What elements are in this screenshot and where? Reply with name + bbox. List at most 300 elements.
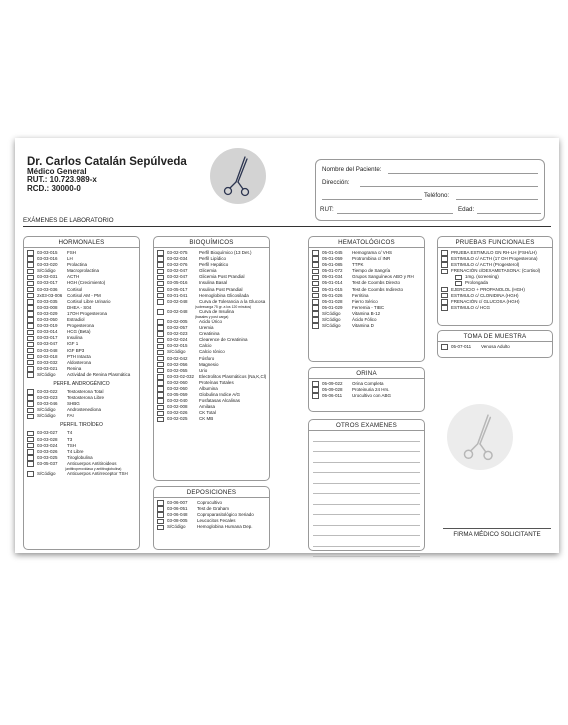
exam-code: 03-02-075 — [167, 250, 188, 255]
exam-checkbox[interactable] — [27, 449, 34, 455]
exam-label: Perfil Hepático — [199, 262, 229, 268]
exam-label: Fosfatasas Alcalinas — [199, 398, 241, 404]
exam-code: 03-02-040 — [167, 398, 188, 404]
phone-label: Teléfono: — [424, 192, 450, 199]
exam-label: Insulina Post Prandial — [199, 286, 243, 292]
exam-label: Protrombina c/ INR — [352, 256, 391, 262]
exam-label: FRENACIÓN c/ GLUCOSA (HGH) — [451, 298, 520, 304]
section-divider — [23, 226, 551, 227]
panel-title: BIOQUÍMICOS — [154, 237, 269, 248]
panel-toma-muestra — [437, 330, 553, 358]
exam-checkbox[interactable] — [27, 281, 34, 287]
exam-code: 05-01-072 — [322, 268, 343, 274]
exam-label: Perfil Lipídico — [199, 256, 227, 262]
exam-label: Perfil Bioquímico (13 Det.) — [199, 250, 252, 255]
exam-label: Urocultivo con ABG — [352, 393, 392, 399]
exam-checkbox[interactable] — [157, 309, 164, 315]
exam-code: 03-02-015 — [167, 343, 188, 349]
exam-code: 03-02-034 — [167, 256, 188, 262]
exam-checkbox[interactable] — [157, 287, 164, 293]
exam-label: Curva de Insulina — [199, 308, 235, 314]
exam-code: 03-02-048 — [167, 298, 188, 304]
exam-checkbox[interactable] — [441, 269, 448, 275]
exam-code: 03-02-026 — [167, 410, 188, 416]
panel-pruebas-funcionales — [437, 236, 553, 326]
exam-checkbox[interactable] — [157, 362, 164, 368]
exam-checkbox[interactable] — [27, 395, 34, 401]
exam-code: 05-01-014 — [322, 280, 343, 286]
exam-code: 03-03-025 — [37, 454, 58, 460]
exam-code: 03-02-025 — [167, 416, 188, 422]
exam-checkbox[interactable] — [27, 461, 34, 467]
notes-line[interactable] — [313, 547, 420, 558]
exam-item — [312, 393, 424, 399]
exam-label: Macroprolactina — [67, 268, 100, 274]
exam-checkbox[interactable] — [157, 299, 164, 305]
exam-code: 03-03-024 — [37, 442, 58, 448]
exam-label: Actividad de Renina Plasmática — [67, 371, 131, 377]
exam-label: Venosa Adulto — [481, 344, 510, 349]
exam-checkbox[interactable] — [157, 525, 164, 531]
exam-label: DHEA - S04 — [67, 304, 92, 310]
exam-label: ESTIMULO c/ CLONIDINA (HGH) — [451, 292, 519, 298]
exam-label: Amilasa — [199, 404, 216, 410]
exam-checkbox[interactable] — [27, 293, 34, 299]
exam-checkbox[interactable] — [441, 287, 448, 293]
exam-code: 03-02-047 — [167, 274, 188, 280]
exam-label: Hemograma c/ VHS — [352, 250, 393, 255]
exam-checkbox[interactable] — [27, 311, 34, 317]
exam-checkbox[interactable] — [27, 431, 34, 437]
subsection-title: PERFIL ANDROGÉNICO — [53, 380, 110, 387]
exam-label: Renina — [67, 365, 82, 371]
exam-label: Electrolitos Plasmáticos (Na,K,Cl) — [199, 373, 267, 379]
exam-label: Proteínas Totales — [199, 379, 234, 385]
exam-code: 03-03-014 — [37, 329, 58, 335]
exam-checkbox[interactable] — [441, 256, 448, 262]
exam-label: Orina Completa — [352, 381, 384, 386]
exam-label: Anticuerpos Antitiroideos — [67, 460, 117, 466]
address-field-line2[interactable] — [322, 199, 422, 200]
signature-line[interactable] — [443, 528, 551, 529]
exam-label: 1mg. (screening) — [465, 274, 499, 280]
exam-code: 03-02-048 — [167, 308, 188, 314]
exam-code: 03-03-017 — [37, 335, 58, 341]
exam-label: Globulina Indice A/G — [199, 392, 241, 398]
exam-checkbox[interactable] — [27, 348, 34, 354]
watermark-logo — [447, 404, 513, 470]
exam-item — [27, 471, 139, 477]
exam-checkbox[interactable] — [27, 437, 34, 443]
exam-checkbox[interactable] — [157, 250, 164, 256]
exam-code: 03-03-026 — [37, 448, 58, 454]
exam-code: 03-03-048 — [37, 347, 58, 353]
panel-deposiciones — [153, 486, 270, 550]
exam-code: 03-03-031 — [37, 274, 58, 280]
exam-label: Aldosterona — [67, 359, 92, 365]
exam-checkbox[interactable] — [27, 414, 34, 420]
exam-note: (sobrecarga 75 gr. a los 120 minutos) — [195, 304, 252, 309]
exam-checkbox[interactable] — [27, 342, 34, 348]
exam-label: LH — [67, 256, 73, 262]
exam-label: Uremia — [199, 325, 214, 331]
notes-line[interactable] — [313, 473, 420, 484]
exam-checkbox[interactable] — [441, 344, 448, 350]
patient-info-box — [315, 159, 545, 221]
exam-label: TSH — [67, 442, 76, 448]
panel-title: DEPOSICIONES — [154, 487, 269, 498]
exam-code: 03-03-016 — [37, 256, 58, 262]
exam-checkbox[interactable] — [157, 256, 164, 262]
exam-code: S/Código — [37, 371, 56, 377]
panel-title: OTROS EXAMENES — [309, 420, 424, 431]
exam-label: Leucocitos Fecales — [197, 518, 236, 524]
exam-label: Magnesio — [199, 361, 219, 367]
exam-code: 03-02-060 — [167, 379, 188, 385]
exam-checkbox[interactable] — [27, 330, 34, 336]
exam-label: Cortisol Libre Urinario — [67, 298, 111, 304]
exam-label: Fósforo — [199, 355, 215, 361]
exam-checkbox[interactable] — [27, 372, 34, 378]
exam-code: 05-06-011 — [322, 393, 343, 399]
panel-hormonales — [23, 236, 140, 550]
exam-checkbox[interactable] — [27, 269, 34, 275]
exam-label: ESTIMULO c/ ACTH (17 OH Progesterona) — [451, 256, 538, 262]
exam-code: 03-03-036 — [37, 286, 58, 292]
exam-checkbox[interactable] — [27, 389, 34, 395]
exam-checkbox[interactable] — [312, 323, 319, 329]
exam-checkbox[interactable] — [157, 269, 164, 275]
section-title: EXÁMENES DE LABORATORIO — [23, 217, 114, 224]
exam-code: S/Código — [322, 323, 341, 329]
exam-label: T3 — [67, 436, 73, 442]
address-field[interactable] — [360, 186, 538, 187]
exam-code: 03-03-015 — [37, 250, 58, 255]
exam-label: IGF 1 — [67, 341, 79, 347]
notes-line[interactable] — [313, 442, 420, 453]
exam-code: 03-02-076 — [167, 262, 188, 268]
exam-code: 03-08-005 — [167, 518, 188, 524]
exam-checkbox[interactable] — [27, 275, 34, 281]
notes-line[interactable] — [313, 452, 420, 463]
exam-checkbox[interactable] — [27, 366, 34, 372]
exam-checkbox[interactable] — [157, 356, 164, 362]
exam-code: 05-01-059 — [322, 256, 343, 262]
exam-code: S/Código — [37, 268, 56, 274]
exam-checkbox[interactable] — [455, 275, 462, 281]
exam-label: Glicemia Post Prandial — [199, 274, 245, 280]
doctor-title: Médico General — [27, 167, 87, 177]
panel-title: ORINA — [309, 368, 424, 379]
exam-label: Prolongada — [465, 280, 489, 286]
exam-code: 03-03-027 — [37, 430, 58, 436]
exam-code: 03-03-021 — [37, 365, 58, 371]
exam-checkbox[interactable] — [27, 287, 34, 293]
exam-label: Insulina Basal — [199, 280, 228, 286]
exam-item — [27, 413, 139, 419]
exam-checkbox[interactable] — [157, 519, 164, 525]
exam-label: Test de Graham — [197, 506, 230, 512]
exam-label: EJERCICIO + PROPANOLOL (HGH) — [451, 286, 525, 292]
exam-code: 05-09-022 — [322, 381, 343, 386]
exam-checkbox[interactable] — [441, 305, 448, 311]
exam-label: Ferremia - TIBC — [352, 304, 385, 310]
exam-label: Vitamina B-12 — [352, 310, 381, 316]
exam-label: Creatinina — [199, 331, 220, 337]
exam-label: Cortisol — [67, 286, 83, 292]
exam-checkbox[interactable] — [157, 386, 164, 392]
exam-code: 03-03-050 — [37, 317, 58, 323]
exam-checkbox[interactable] — [312, 381, 319, 387]
notes-line[interactable] — [313, 494, 420, 505]
exam-code: 05-01-085 — [322, 262, 343, 268]
exam-checkbox[interactable] — [157, 506, 164, 512]
exam-checkbox[interactable] — [157, 398, 164, 404]
exam-label: IGF BP3 — [67, 347, 85, 353]
exam-label: Tiroglobulina — [67, 454, 93, 460]
exam-code: S/Código — [322, 317, 341, 323]
panel-title: HEMATOLÓGICOS — [309, 237, 424, 248]
exam-checkbox[interactable] — [157, 281, 164, 287]
exam-code: 03-05-017 — [167, 286, 188, 292]
exam-checkbox[interactable] — [312, 250, 319, 256]
exam-label: Insulina — [67, 335, 83, 341]
exam-checkbox[interactable] — [312, 393, 319, 399]
exam-checkbox[interactable] — [312, 287, 319, 293]
exam-label: TTPK — [352, 262, 364, 268]
exam-label: Acido Úrico — [199, 318, 223, 324]
exam-code: 05-01-015 — [322, 286, 343, 292]
exam-checkbox[interactable] — [157, 344, 164, 350]
exam-checkbox[interactable] — [157, 350, 164, 356]
notes-line[interactable] — [313, 505, 420, 516]
exam-code: 05-01-026 — [322, 292, 343, 298]
exam-code: 03-03-018 — [37, 353, 58, 359]
exam-checkbox[interactable] — [312, 293, 319, 299]
exam-checkbox[interactable] — [157, 275, 164, 281]
exam-checkbox[interactable] — [312, 275, 319, 281]
exam-label: ESTIMULO c/ ACTH (Progesterol) — [451, 262, 520, 268]
exam-checkbox[interactable] — [27, 256, 34, 262]
patient-name-label: Nombre del Paciente: — [322, 166, 382, 173]
exam-checkbox[interactable] — [27, 401, 34, 407]
exam-checkbox[interactable] — [312, 317, 319, 323]
exam-checkbox[interactable] — [312, 305, 319, 311]
exam-checkbox[interactable] — [441, 293, 448, 299]
exam-label: Coprocultivo — [197, 500, 223, 505]
exam-checkbox[interactable] — [157, 500, 164, 506]
exam-code: 05-01-029 — [322, 304, 343, 310]
exam-checkbox[interactable] — [27, 305, 34, 311]
exam-label: Urio — [199, 367, 208, 373]
exam-checkbox[interactable] — [157, 325, 164, 331]
exam-label: Prolactina — [67, 262, 88, 268]
exam-item — [157, 524, 269, 530]
exam-code: S/Código — [167, 349, 186, 355]
exam-code: 03-03-017 — [37, 280, 58, 286]
age-label: Edad: — [458, 206, 475, 213]
exam-label: Calcio — [199, 343, 212, 349]
exam-code: 03-03-008 — [37, 304, 58, 310]
exam-label: T4 Libre — [67, 448, 84, 454]
exam-label: Androstenediona — [67, 407, 102, 413]
exam-label: FAI — [67, 413, 74, 419]
exam-code: 03-03-02-032 — [167, 373, 195, 379]
exam-code: S/Código — [37, 407, 56, 413]
exam-label: Estradiol — [67, 317, 85, 323]
exam-code: S/Código — [37, 413, 56, 419]
doctor-rcd: RCD.: 30000-0 — [27, 183, 81, 193]
exam-checkbox[interactable] — [27, 336, 34, 342]
exam-checkbox[interactable] — [27, 323, 34, 329]
exam-label: Test de Coombs Directo — [352, 280, 401, 286]
lab-order-form — [15, 138, 559, 553]
exam-checkbox[interactable] — [455, 281, 462, 287]
exam-checkbox[interactable] — [27, 471, 34, 477]
exam-checkbox[interactable] — [157, 512, 164, 518]
exam-code: 03-03-019 — [37, 323, 58, 329]
panel-title: HORMONALES — [24, 237, 139, 248]
exam-label: T4 — [67, 430, 73, 436]
notes-line[interactable] — [313, 484, 420, 495]
notes-line[interactable] — [313, 463, 420, 474]
exam-label: Grupos Sanguíneos ABO y RH — [352, 274, 414, 280]
exam-label: Test de Coombs Indirecto — [352, 286, 404, 292]
exam-label: Albumina — [199, 385, 218, 391]
exam-label: Tiempo de Sangría — [352, 268, 391, 274]
patient-name-field[interactable] — [388, 173, 538, 174]
exam-checkbox[interactable] — [441, 250, 448, 256]
signature-label: FIRMA MÉDICO SOLICITANTE — [453, 531, 541, 538]
panel-hematologicos — [308, 236, 425, 362]
exam-code: 05-09-028 — [322, 387, 343, 393]
exam-label: PRUEBA ESTIMULO GN RH-LH (FSH/LH) — [451, 250, 537, 255]
exam-code: 03-03-023 — [37, 395, 58, 401]
exam-code: 03-02-023 — [167, 331, 188, 337]
exam-code: 03-03-022 — [37, 388, 58, 394]
exam-checkbox[interactable] — [27, 250, 34, 256]
exam-checkbox[interactable] — [312, 299, 319, 305]
surgical-clamp-icon — [218, 154, 258, 198]
exam-checkbox[interactable] — [27, 408, 34, 414]
exam-code: S/Código — [322, 310, 341, 316]
exam-label: Calcio Iónico — [199, 349, 225, 355]
exam-label: Testosterona Total — [67, 388, 104, 394]
exam-code: 03-02-024 — [167, 337, 188, 343]
exam-checkbox[interactable] — [312, 281, 319, 287]
exam-code: 03-03-020 — [37, 262, 58, 268]
exam-checkbox[interactable] — [312, 269, 319, 275]
exam-code: S/Código — [37, 471, 56, 476]
address-label: Dirección: — [322, 179, 350, 186]
rut-field[interactable] — [337, 213, 453, 214]
exam-label: Ferritina — [352, 292, 369, 298]
exam-code: 03-05-037 — [37, 460, 58, 466]
exam-label: 17OH Progesterona — [67, 310, 108, 316]
exam-checkbox[interactable] — [157, 374, 164, 380]
panel-orina — [308, 367, 425, 412]
exam-code: 05-01-034 — [322, 274, 343, 280]
exam-checkbox[interactable] — [157, 262, 164, 268]
exam-label: Glicemia — [199, 268, 217, 274]
phone-field[interactable] — [456, 199, 538, 200]
panel-title: PRUEBAS FUNCIONALES — [438, 237, 552, 248]
exam-checkbox[interactable] — [157, 368, 164, 374]
exam-checkbox[interactable] — [312, 311, 319, 317]
exam-checkbox[interactable] — [157, 293, 164, 299]
exam-checkbox[interactable] — [27, 455, 34, 461]
exam-note: (basales y post carga) — [195, 314, 229, 319]
exam-checkbox[interactable] — [157, 319, 164, 325]
exam-code: 03-06-007 — [167, 500, 188, 505]
exam-code: 03-02-057 — [167, 325, 188, 331]
exam-checkbox[interactable] — [157, 338, 164, 344]
exam-checkbox[interactable] — [27, 317, 34, 323]
exam-checkbox[interactable] — [157, 411, 164, 417]
doctor-name: Dr. Carlos Catalán Sepúlveda — [27, 156, 187, 168]
panel-bioquimicos — [153, 236, 270, 481]
exam-checkbox[interactable] — [157, 417, 164, 423]
exam-code: S/Código — [167, 524, 186, 530]
exam-label: Hemoglobina Glicosilada — [199, 292, 249, 298]
exam-code: 05-01-045 — [322, 250, 343, 255]
exam-code: 03-05-016 — [167, 280, 188, 286]
exam-checkbox[interactable] — [27, 443, 34, 449]
logo — [210, 148, 266, 204]
exam-label: CK Total — [199, 410, 216, 416]
exam-code: 03-05-059 — [167, 392, 188, 398]
exam-code: 03-03-029 — [37, 310, 58, 316]
exam-label: Curva de Tolerancia a la Glucosa — [199, 298, 266, 304]
exam-checkbox[interactable] — [157, 331, 164, 337]
exam-checkbox[interactable] — [27, 299, 34, 305]
exam-checkbox[interactable] — [441, 299, 448, 305]
exam-label: PTH Intacta — [67, 353, 91, 359]
exam-code: 03-02-055 — [167, 367, 188, 373]
exam-label: Clearence de Creatinina — [199, 337, 248, 343]
exam-checkbox[interactable] — [312, 256, 319, 262]
exam-label: FRENACIÓN c/DEXAMETASONA: (Cortisol) — [451, 268, 541, 274]
exam-checkbox[interactable] — [27, 354, 34, 360]
exam-code: 03-01-041 — [167, 292, 188, 298]
exam-checkbox[interactable] — [157, 380, 164, 386]
exam-checkbox[interactable] — [441, 262, 448, 268]
exam-item — [157, 416, 269, 422]
exam-checkbox[interactable] — [27, 262, 34, 268]
notes-line[interactable] — [313, 515, 420, 526]
panel-otros-examenes — [308, 419, 425, 551]
exam-code: 03-02-047 — [167, 268, 188, 274]
exam-label: Ácido Fólico — [352, 317, 377, 323]
exam-label: SHBG — [67, 401, 80, 407]
exam-label: CK MB — [199, 416, 214, 422]
notes-line[interactable] — [313, 431, 420, 442]
exam-label: Coproparasitológico Seriado — [197, 512, 254, 518]
age-field[interactable] — [477, 213, 541, 214]
notes-line[interactable] — [313, 536, 420, 547]
notes-line[interactable] — [313, 526, 420, 537]
exam-checkbox[interactable] — [312, 262, 319, 268]
exam-checkbox[interactable] — [157, 405, 164, 411]
exam-checkbox[interactable] — [312, 387, 319, 393]
exam-label: Fierro Sérico — [352, 298, 378, 304]
exam-checkbox[interactable] — [27, 360, 34, 366]
exam-code: 05-07-011 — [451, 344, 472, 349]
exam-checkbox[interactable] — [157, 392, 164, 398]
exam-code: 03-02-042 — [167, 355, 188, 361]
exam-label: Vitamina D — [352, 323, 374, 329]
exam-label: HGH (Crecimiento) — [67, 280, 106, 286]
